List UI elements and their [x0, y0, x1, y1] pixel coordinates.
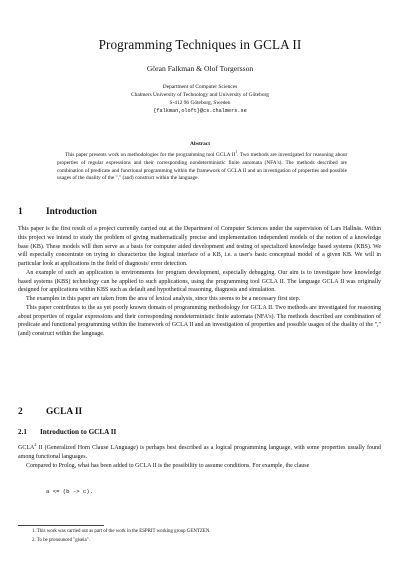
- introduction-body: [18, 225, 381, 339]
- section-number: 2: [18, 407, 23, 417]
- footnote-mark-1: 1: [235, 150, 238, 155]
- affiliation-email: {falkman,oloft}@cs.chalmers.se: [153, 108, 247, 114]
- paper-title: Programming Techniques in GCLA II: [98, 37, 302, 52]
- gcla-text-rest: II (Generalized Horn Clause LAnguage) is perhaps best described as a logical programming language, with some properties usually found among functional languages.: [18, 445, 381, 460]
- section-title: GCLA II: [46, 407, 83, 417]
- abstract-heading: Abstract: [189, 141, 211, 147]
- paragraph: Compared to Prolog, what has been added to GCLA II is the possibility to assume conditions. For example, the clause: [26, 462, 310, 469]
- code-example: a <= (b -> c).: [46, 488, 93, 495]
- authors: Göran Falkman & Olof Torgersson: [146, 64, 254, 73]
- subsection-number: 2.1: [18, 428, 27, 436]
- footnote-1: 1. This work was carried out as part of the work in the ESPRIT working group GENTZEN.: [32, 529, 211, 534]
- subsection-title: Introduction to GCLA II: [40, 428, 117, 436]
- affiliation: [0, 83, 400, 115]
- abstract-text-start: This paper presents work on methodologies for the programming tool GCLA II: [65, 152, 236, 158]
- section-number: 1: [18, 207, 23, 217]
- abstract-text-end: . Two methods are investigated for reasoning about properties of regular expressions and their corresponding nondeterministic finite automata (NFA's). The methods described are combination of predicate and functional programming within the framework of GCLA II and an investigation of properties and possible usages of the duality of the "," (and) construct within the language.: [57, 152, 347, 182]
- paragraph: An example of such an application is environments for program development, especially debugging. Our aim is to investigate how knowledge based systems (KBS) technology can be applied to such applications, using the programming tool GCLA II. The language GCLA II was originally designed for applications within KBS such as default and hypothetical reasoning, diagnosis and simulation.: [18, 269, 381, 294]
- footnote-2: 2. To be pronounced "gisela".: [32, 538, 90, 543]
- affiliation-department: Department of Computer Sciences: [162, 84, 238, 90]
- affiliation-university: Chalmers University of Technology and University of Göteborg: [131, 92, 269, 98]
- gcla-intro-body: [18, 444, 381, 470]
- footnote-rule: [18, 525, 104, 526]
- paragraph: This paper is the first result of a project currently carried out at the Department of Computer Sciences under the supervision of Lars Hallnäs. Within this project we intend to study the problem of giving mathematically precise and implementation independent models of the notion of a knowledge base (KB). These models will then serve as a basis for computer aided development and testing of specialized knowledge based systems (KBS). We will especially concentrate on trying to characterize the logical interface of a KB, i.e. a user's basic conceptual model of a given KB. We will in particular look at applications in the field of diagnosis/ error detection.: [18, 226, 381, 267]
- paragraph: This paper contributes to the as yet poorly known domain of programming methodology for GCLA II. Two methods are investigated for reasoning about properties of regular expressions and their corresponding nondeterministic finite automata (NFA's). The methods described are combination of predicate and functional programming within the framework of GCLA II and an investigation of properties and possible usages of the duality of the "," (and) construct within the language.: [18, 304, 381, 337]
- paragraph: The examples in this paper are taken from the area of lexical analysis, since this seems to be a necessary first step.: [26, 296, 301, 302]
- gcla-text: GCLA: [18, 445, 35, 451]
- footnote-mark-2: 2: [34, 442, 37, 447]
- section-title: Introduction: [46, 207, 97, 217]
- affiliation-address: S-412 96 Göteborg, Sweden: [169, 100, 231, 106]
- abstract-body: [57, 152, 347, 183]
